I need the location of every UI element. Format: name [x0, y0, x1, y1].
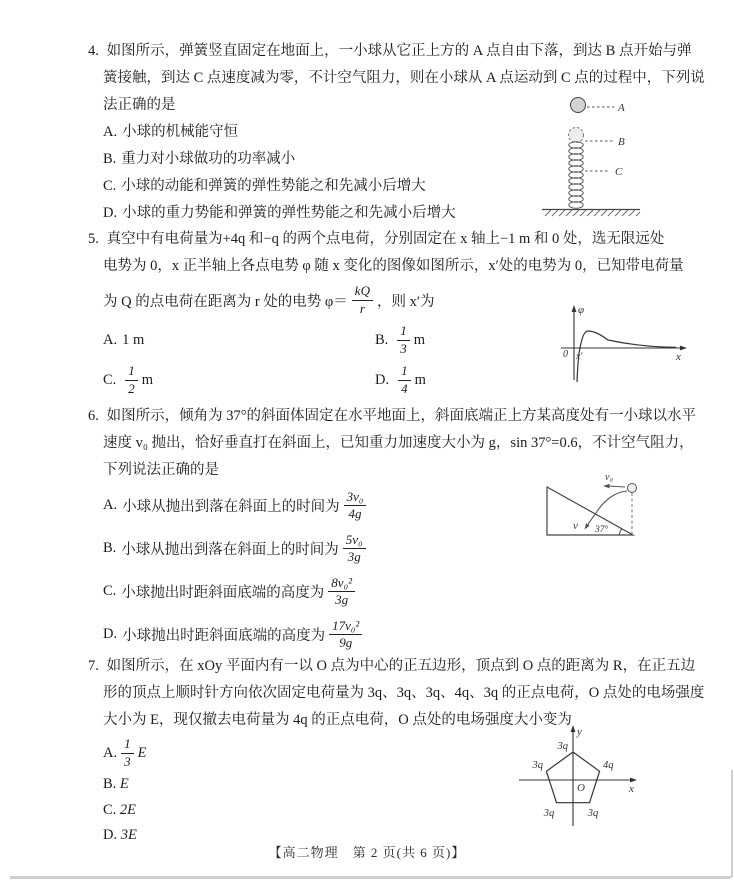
fraction: [397, 323, 410, 357]
fraction: [398, 363, 411, 397]
fraction: [121, 736, 134, 770]
fraction-numerator: kQ: [352, 283, 373, 300]
question-text-line: [88, 653, 720, 680]
spring-ball-diagram: [542, 92, 712, 224]
option-text: 小球从抛出到落在斜面上的时间为: [122, 499, 340, 515]
question-text: 为 Q 的点电荷在距离为 r 处的电势 φ＝: [103, 293, 348, 310]
charge-label-right: 4q: [603, 760, 614, 771]
spring-coil-icon: [569, 142, 583, 209]
question-text: 如图所示，倾角为 37°的斜面体固定在水平地面上，斜面底端正上方某高度处有一小球以水平: [106, 408, 697, 424]
question-text-line: [88, 403, 720, 430]
option-text: 小球的机械能守恒: [122, 124, 239, 140]
label-y-axis: y: [577, 726, 582, 738]
charge-label-bottom-right: 3q: [587, 808, 599, 819]
option-text: 小球的动能和弹簧的弹性势能之和先减小后增大: [121, 178, 426, 194]
option-label: D.: [375, 371, 390, 388]
option-label: B.: [103, 540, 117, 556]
fraction-numerator: 1: [121, 736, 134, 753]
fraction: [329, 618, 362, 652]
label-a: A: [618, 102, 625, 114]
option-label: B.: [103, 151, 117, 167]
pentagon-charges-diagram: [505, 712, 695, 840]
fraction-denominator: 4: [401, 380, 408, 396]
fraction-denominator: 3g: [335, 592, 349, 607]
option-a: [103, 320, 375, 360]
option-text: 重力对小球做功的功率减小: [121, 151, 296, 167]
fraction-numerator: 8v₀²: [328, 575, 355, 592]
fraction: [344, 489, 367, 523]
question-text-line: 下列说法正确的是: [103, 462, 219, 478]
ground-hatching: [545, 210, 640, 216]
option-c: [103, 360, 375, 400]
label-origin: 0: [563, 349, 568, 360]
label-v: v: [573, 520, 578, 532]
potential-graph: [556, 302, 692, 384]
page-edge-bottom: [10, 876, 732, 879]
fraction: [125, 363, 138, 397]
angle-arc: [619, 529, 622, 535]
option-label: A.: [103, 124, 118, 140]
question-text: 如图所示，弹簧竖直固定在地面上，一小球从它正上方的 A 点自由下落，到达 B 点开始与弹: [106, 43, 692, 59]
question-number: 6.: [88, 408, 99, 424]
question-text: ，则 x′为: [376, 293, 435, 310]
question-text: 真空中有电荷量为+4q 和−q 的两个点电荷，分别固定在 x 轴上−1 m 和 0 处，选无限远处: [106, 231, 665, 247]
fraction-numerator: 17v₀²: [329, 618, 362, 635]
x-axis-arrow-icon: [630, 778, 637, 783]
potential-curve: [577, 331, 676, 382]
question-text-line: [88, 226, 720, 253]
fraction-denominator: 3: [124, 753, 131, 769]
option-unit: m: [141, 371, 154, 388]
fraction-denominator: 9g: [339, 635, 353, 650]
option-label: A.: [103, 497, 118, 513]
incline-trajectory-diagram: [538, 466, 728, 554]
option-unit: m: [414, 371, 426, 388]
trajectory-curve: [587, 491, 628, 527]
question-number: 7.: [88, 658, 99, 674]
charge-label-left: 3q: [532, 760, 543, 771]
option-value: E: [137, 744, 147, 761]
option-label: C.: [103, 583, 117, 599]
ball-at-a: [571, 98, 586, 113]
question-text-line: 形的顶点上顺时针方向依次固定电荷量为 3q、3q、3q、4q、3q 的正点电荷，O 点处的电场强度: [103, 685, 705, 701]
charge-label-top: 3q: [557, 741, 568, 752]
fraction-denominator: 3: [400, 340, 407, 356]
label-x-prime: x′: [576, 352, 583, 362]
question-number: 4.: [88, 43, 99, 59]
label-angle: 37°: [595, 525, 609, 535]
option-label: D.: [103, 205, 118, 221]
option-value: 3E: [120, 827, 137, 843]
option-label: A.: [103, 744, 118, 761]
fraction-numerator: 5v₀: [343, 532, 366, 549]
fraction-kq-r: [352, 283, 373, 317]
label-c: C: [615, 166, 623, 178]
fraction-numerator: 1: [397, 323, 410, 340]
question-text-line: [88, 38, 720, 65]
option-label: A.: [103, 331, 118, 348]
x-axis-arrow-icon: [680, 346, 687, 351]
question-text-line: 法正确的是: [103, 97, 176, 113]
question-text: 如图所示，在 xOy 平面内有一以 O 点为中心的正五边形，顶点到 O 点的距离为 R，在正五边: [106, 658, 696, 674]
question-number: 5.: [88, 231, 99, 247]
option-label: C.: [103, 178, 117, 194]
incline-triangle: [547, 487, 633, 535]
fraction: [328, 575, 355, 609]
option-text: 小球的重力势能和弹簧的弹性势能之和先减小后增大: [122, 205, 456, 221]
label-origin: O: [577, 782, 585, 794]
charge-label-bottom-left: 3q: [543, 808, 555, 819]
option-text: 小球从抛出到落在斜面上的时间为: [121, 542, 339, 558]
v-arrowhead-icon: [585, 523, 590, 529]
label-x-axis: x: [629, 783, 634, 795]
v0-arrowhead-icon: [603, 484, 610, 488]
question-text-line: 电势为 0，x 正半轴上各点电势 φ 随 x 变化的图像如图所示，x′处的电势为 0，已知带电荷量: [103, 258, 684, 274]
page-edge-right: [731, 770, 733, 877]
option-value: 1 m: [122, 331, 145, 348]
projectile-ball: [628, 484, 637, 493]
fraction-numerator: 1: [125, 363, 138, 380]
option-label: D.: [103, 827, 118, 843]
option-value: E: [119, 776, 129, 792]
label-x: x: [676, 351, 681, 363]
option-label: B.: [375, 331, 389, 348]
option-text: 小球抛出时距斜面底端的高度为: [121, 585, 325, 601]
ball-at-b: [569, 128, 584, 143]
fraction: [343, 532, 366, 566]
option-label: D.: [103, 626, 118, 642]
label-phi: φ: [578, 304, 585, 316]
question-text-line: 大小为 E，现仅撤去电荷量为 4q 的正点电荷，O 点处的电场强度大小变为: [103, 712, 572, 728]
y-axis-arrow-icon: [571, 725, 576, 732]
option-value: 2E: [119, 801, 137, 818]
option-label: C.: [103, 371, 117, 388]
page-footer: 【高二物理 第 2 页(共 6 页)】: [268, 845, 466, 860]
fraction-denominator: 4g: [348, 506, 362, 521]
fraction-numerator: 1: [398, 363, 411, 380]
label-b: B: [618, 136, 625, 148]
fraction-denominator: r: [359, 300, 365, 316]
option-label: B.: [103, 776, 117, 792]
question-text-line: 速度 v₀ 抛出，恰好垂直打在斜面上，已知重力加速度大小为 g，sin 37°=0.6，不计空气阻力，: [103, 435, 694, 451]
question-text-line: 簧接触，到达 C 点速度减为零，不计空气阻力，则在小球从 A 点运动到 C 点的过程中，下列说: [103, 70, 705, 86]
v0-arrow: [608, 486, 625, 487]
fraction-denominator: 3g: [347, 549, 361, 564]
option-d: [88, 613, 720, 656]
option-unit: m: [413, 331, 426, 348]
label-v0: v₀: [605, 472, 613, 483]
y-axis-arrow-icon: [572, 305, 577, 312]
fraction-numerator: 3v₀: [344, 489, 367, 506]
option-text: 小球抛出时距斜面底端的高度为: [122, 628, 326, 644]
option-c: [88, 570, 720, 613]
fraction-denominator: 2: [128, 380, 135, 396]
option-label: C.: [103, 801, 117, 818]
